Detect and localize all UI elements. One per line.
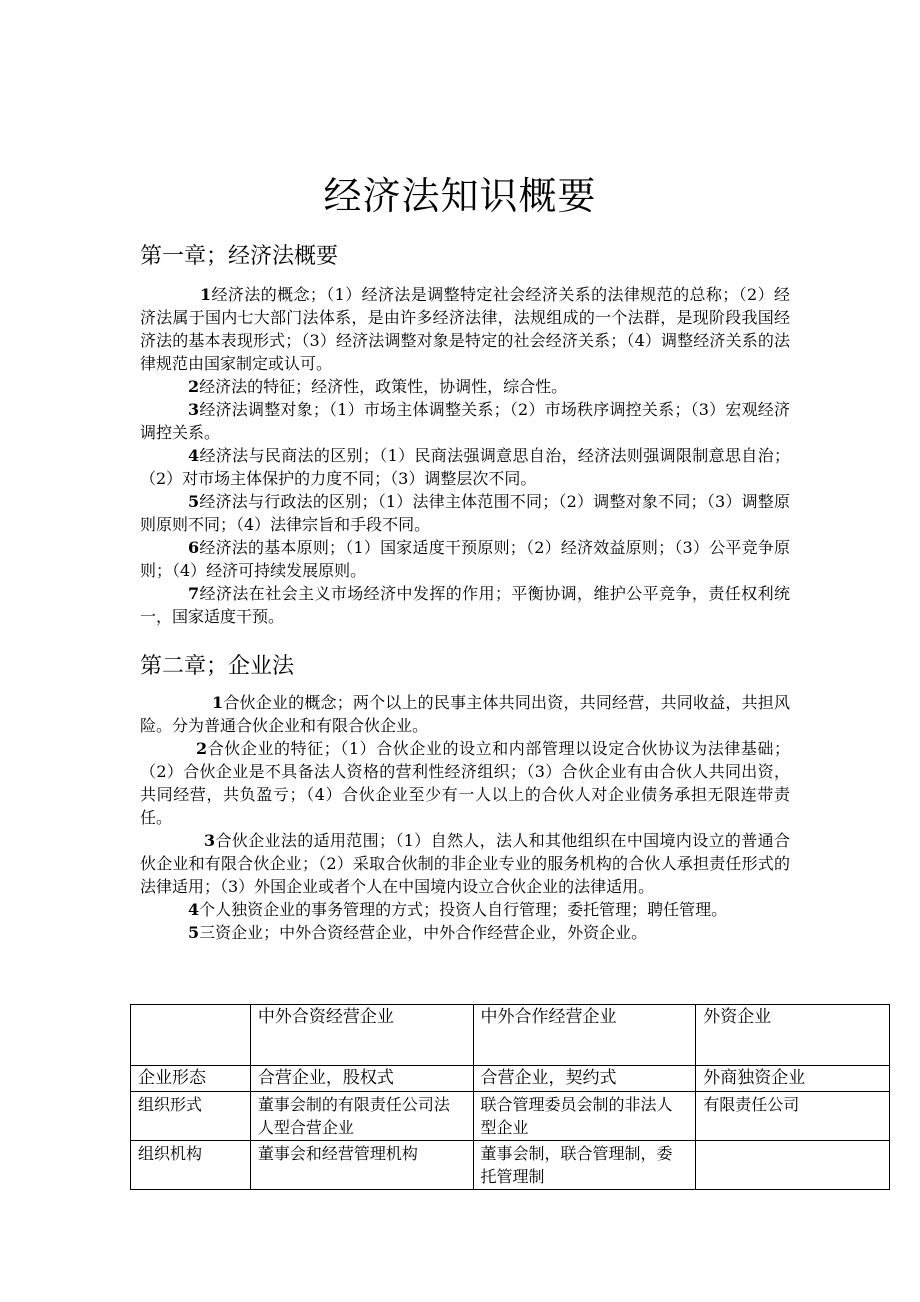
enterprise-comparison-table [130,1004,890,1190]
table-cell: 董事会制的有限责任公司法人型合营企业 [250,1092,473,1141]
table-cell: 组织形式 [131,1092,251,1141]
item-number: 5 [188,492,200,511]
table-cell: 组织机构 [131,1141,251,1190]
table-row [131,1092,890,1141]
chapter-2-body [140,691,790,944]
item-text: 经济法的基本原则；（1）国家适度干预原则；（2）经济效益原则；（3）公平竞争原则；（4）经济可持续发展原则。 [140,538,790,580]
table-header-cell: 外资企业 [696,1005,890,1066]
chapter-1-item [140,582,790,628]
table-header-cell: 中外合作经营企业 [473,1005,696,1066]
chapter-1-item [140,283,790,375]
item-number: 2 [196,739,208,758]
chapter-1-item [140,536,790,582]
item-text: 经济法调整对象；（1）市场主体调整关系；（2）市场秩序调控关系；（3）宏观经济调控关系。 [140,400,790,442]
item-number: 4 [188,446,200,465]
table-cell: 外商独资企业 [696,1066,890,1092]
chapter-2-item [140,691,790,737]
item-number: 1 [200,285,212,304]
table-cell: 企业形态 [131,1066,251,1092]
item-text: 经济法与民商法的区别；（1）民商法强调意思自治，经济法则强调限制意思自治；（2）对市场主体保护的力度不同；（3）调整层次不同。 [140,446,790,488]
item-text: 经济法的特征；经济性，政策性，协调性，综合性。 [199,377,568,396]
item-number: 3 [188,400,200,419]
chapter-2-item [140,921,790,944]
item-text: 合伙企业的概念；两个以上的民事主体共同出资，共同经营，共同收益，共担风险。分为普通合伙企业和有限合伙企业。 [140,693,790,735]
chapter-1-body [140,283,790,628]
item-number: 2 [188,377,200,396]
item-text: 个人独资企业的事务管理的方式；投资人自行管理；委托管理；聘任管理。 [199,900,728,919]
table-cell: 合营企业，股权式 [250,1066,473,1092]
document-title: 经济法知识概要 [323,174,597,218]
item-number: 1 [212,693,224,712]
table-cell: 有限责任公司 [696,1092,890,1141]
chapter-1-item [140,490,790,536]
chapter-2-item [140,737,790,829]
item-number: 7 [188,584,200,603]
item-text: 合伙企业法的适用范围；（1）自然人，法人和其他组织在中国境内设立的普通合伙企业和有限合伙企业；（2）采取合伙制的非企业专业的服务机构的合伙人承担责任形式的法律适用；（3）外国企业或者个人在中国境内设立合伙企业的法律适用。 [140,831,790,896]
table-row [131,1066,890,1092]
item-text: 经济法在社会主义市场经济中发挥的作用；平衡协调，维护公平竞争，责任权利统一，国家适度干预。 [140,584,790,626]
chapter-2-item [140,898,790,921]
item-text: 经济法与行政法的区别；（1）法律主体范围不同；（2）调整对象不同；（3）调整原则原则不同；（4）法律宗旨和手段不同。 [140,492,790,534]
table-row [131,1141,890,1190]
table-cell: 董事会和经营管理机构 [250,1141,473,1190]
table-cell: 合营企业，契约式 [473,1066,696,1092]
item-number: 3 [204,831,216,850]
table-header-cell: 中外合资经营企业 [250,1005,473,1066]
table-cell: 董事会制，联合管理制，委托管理制 [473,1141,696,1190]
item-number: 4 [188,900,200,919]
chapter-2-heading: 第二章；企业法 [140,654,295,679]
chapter-1-item [140,375,790,398]
chapter-2-item [140,829,790,898]
chapter-1-heading: 第一章；经济法概要 [140,244,339,269]
chapter-1-item [140,444,790,490]
item-text: 三资企业；中外合资经营企业，中外合作经营企业，外资企业。 [199,923,648,942]
item-number: 5 [188,923,200,942]
table-cell [696,1141,890,1190]
table-cell: 联合管理委员会制的非法人型企业 [473,1092,696,1141]
table-header-row [131,1005,890,1066]
chapter-1-item [140,398,790,444]
item-text: 经济法的概念；（1）经济法是调整特定社会经济关系的法律规范的总称；（2）经济法属于国内七大部门法体系，是由许多经济法律，法规组成的一个法群，是现阶段我国经济法的基本表现形式；（3）经济法调整对象是特定的社会经济关系；（4）调整经济关系的法律规范由国家制定或认可。 [140,285,790,373]
item-text: 合伙企业的特征；（1）合伙企业的设立和内部管理以设定合伙协议为法律基础；（2）合伙企业是不具备法人资格的营利性经济组织；（3）合伙企业有由合伙人共同出资，共同经营，共负盈亏；（4）合伙企业至少有一人以上的合伙人对企业债务承担无限连带责任。 [140,739,790,827]
item-number: 6 [188,538,200,557]
table-header-cell [131,1005,251,1066]
